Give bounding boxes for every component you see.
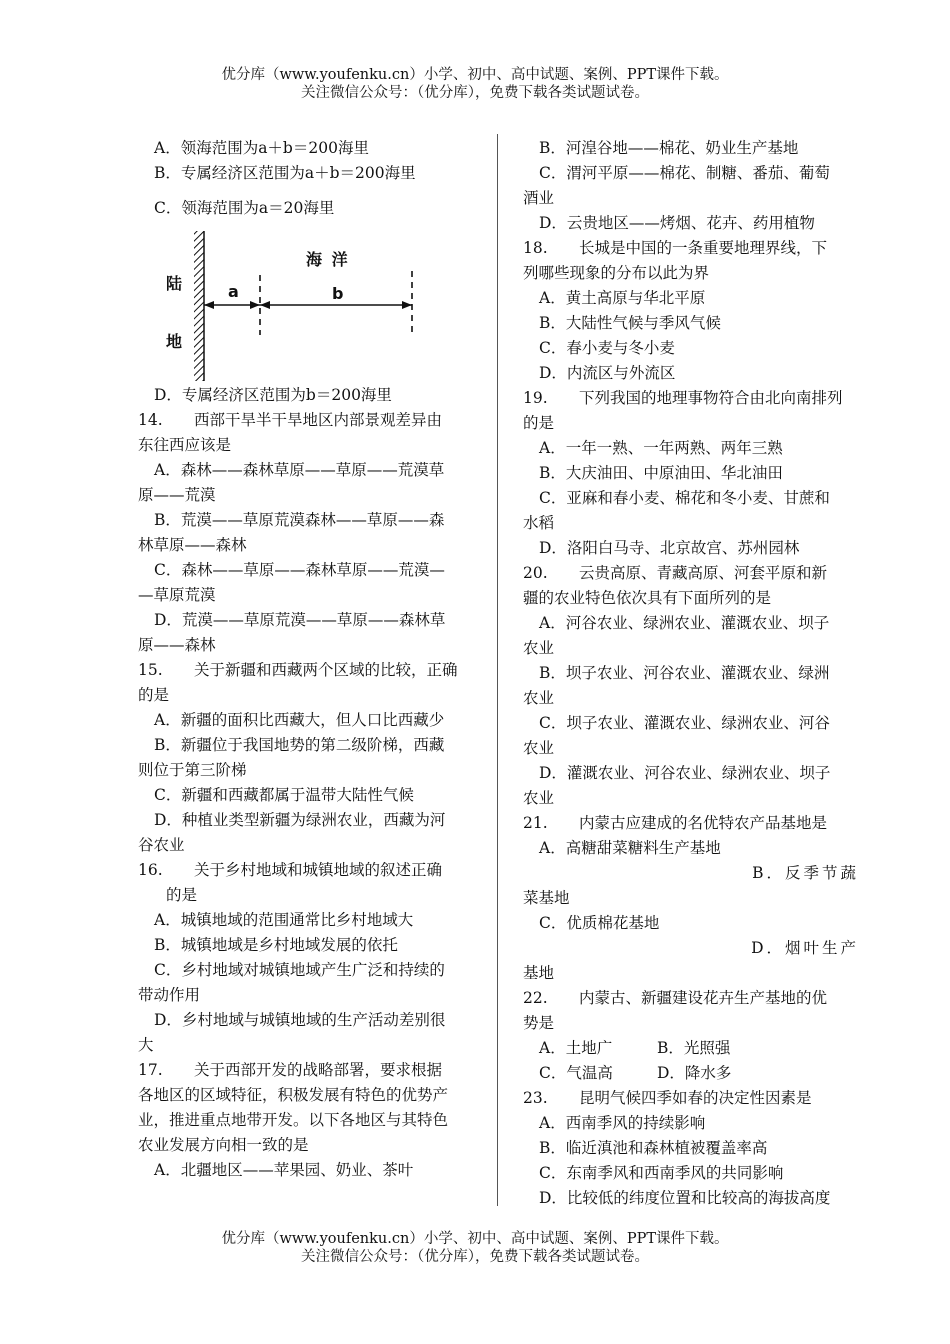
q18-option-d: D．内流区与外流区 bbox=[539, 364, 676, 382]
q21-number: 21. bbox=[523, 814, 548, 832]
sea-zone-diagram-graphic bbox=[160, 225, 450, 383]
q20-stem-1: 云贵高原、青藏高原、河套平原和新 bbox=[579, 564, 828, 582]
q17-option-b: B．河湟谷地——棉花、奶业生产基地 bbox=[539, 139, 799, 157]
q17-stem-4: 农业发展方向相一致的是 bbox=[138, 1136, 309, 1154]
q15-option-a: A．新疆的面积比西藏大，但人口比西藏少 bbox=[154, 711, 445, 729]
q16-option-c-2: 带动作用 bbox=[138, 986, 201, 1004]
q22-stem-1: 内蒙古、新疆建设花卉生产基地的优 bbox=[579, 989, 828, 1007]
q15-option-d-1: D．种植业类型新疆为绿洲农业，西藏为河 bbox=[154, 811, 446, 829]
q18-number: 18. bbox=[523, 239, 548, 257]
q17-number: 17. bbox=[138, 1061, 163, 1079]
footer-line-1: 优分库（www.youfenku.cn）小学、初中、高中试题、案例、PPT课件下载。 bbox=[221, 1231, 729, 1247]
page-header bbox=[0, 66, 950, 102]
q14-stem-2: 东往西应该是 bbox=[138, 436, 232, 454]
q14-number: 14. bbox=[138, 411, 163, 429]
arrow-b-left bbox=[260, 301, 270, 309]
page-footer bbox=[0, 1230, 950, 1266]
q18-option-b: B．大陆性气候与季风气候 bbox=[539, 314, 721, 332]
q14-option-a-1: A．森林——森林草原——草原——荒漠草 bbox=[154, 461, 445, 479]
q18-option-c: C．春小麦与冬小麦 bbox=[539, 339, 675, 357]
q15-stem-1: 关于新疆和西藏两个区域的比较，正确 bbox=[194, 661, 458, 679]
q15-option-b-2: 则位于第三阶梯 bbox=[138, 761, 247, 779]
q16-option-a: A．城镇地域的范围通常比乡村地域大 bbox=[154, 911, 414, 929]
q13-option-c: C．领海范围为a＝20海里 bbox=[154, 199, 335, 217]
arrow-b-right bbox=[402, 301, 412, 309]
q18-stem-1: 长城是中国的一条重要地理界线，下 bbox=[579, 239, 828, 257]
q23-option-c: C．东南季风和西南季风的共同影响 bbox=[539, 1164, 784, 1182]
q20-option-b-2: 农业 bbox=[523, 689, 555, 707]
diagram-label-land-1: 陆 bbox=[166, 274, 183, 293]
diagram-label-land-2: 地 bbox=[166, 332, 183, 351]
q19-number: 19. bbox=[523, 389, 548, 407]
q20-option-a-2: 农业 bbox=[523, 639, 555, 657]
q23-option-d: D．比较低的纬度位置和比较高的海拔高度 bbox=[539, 1189, 831, 1207]
q20-number: 20. bbox=[523, 564, 548, 582]
question-13-options bbox=[138, 136, 473, 408]
q18-option-a: A．黄土高原与华北平原 bbox=[539, 289, 706, 307]
question-23 bbox=[523, 1086, 859, 1211]
q21-option-b-1: B．反季节蔬 bbox=[752, 864, 859, 882]
q22-stem-2: 势是 bbox=[523, 1014, 555, 1032]
q13-option-d: D．专属经济区范围为b＝200海里 bbox=[154, 386, 392, 404]
question-22 bbox=[523, 986, 859, 1086]
question-18 bbox=[523, 236, 859, 386]
q19-option-d: D．洛阳白马寺、北京故宫、苏州园林 bbox=[539, 539, 800, 557]
q16-option-d-2: 大 bbox=[138, 1036, 154, 1054]
question-14 bbox=[138, 408, 473, 658]
q14-option-d-1: D．荒漠——草原荒漠——草原——森林草 bbox=[154, 611, 446, 629]
q22-option-b: B．光照强 bbox=[657, 1039, 731, 1057]
diagram-label-ocean: 海 洋 bbox=[306, 250, 350, 269]
question-21 bbox=[523, 811, 859, 986]
column-divider bbox=[497, 134, 498, 1206]
q20-option-c-2: 农业 bbox=[523, 739, 555, 757]
q19-option-c-2: 水稻 bbox=[523, 514, 555, 532]
q14-option-d-2: 原——森林 bbox=[138, 636, 216, 654]
diagram-label-b: b bbox=[332, 284, 344, 303]
header-line-1: 优分库（www.youfenku.cn）小学、初中、高中试题、案例、PPT课件下载。 bbox=[221, 67, 729, 83]
q16-option-c-1: C．乡村地域对城镇地域产生广泛和持续的 bbox=[154, 961, 445, 979]
q17-stem-2: 各地区的区域特征，积极发展有特色的优势产 bbox=[138, 1086, 449, 1104]
q23-number: 23. bbox=[523, 1089, 548, 1107]
q14-stem-1: 西部干旱半干旱地区内部景观差异由 bbox=[194, 411, 443, 429]
q17-option-c-1: C．渭河平原——棉花、制糖、番茄、葡萄 bbox=[539, 164, 830, 182]
q22-option-d: D．降水多 bbox=[657, 1064, 732, 1082]
q15-number: 15. bbox=[138, 661, 163, 679]
q20-option-d-2: 农业 bbox=[523, 789, 555, 807]
q16-number: 16. bbox=[138, 861, 163, 879]
left-column bbox=[138, 136, 473, 1183]
q17-stem-3: 业，推进重点地带开发。以下各地区与其特色 bbox=[138, 1111, 449, 1129]
q14-option-c-1: C．森林——草原——森林草原——荒漠— bbox=[154, 561, 445, 579]
q22-option-a: A．土地广 bbox=[539, 1039, 613, 1057]
q20-option-b-1: B．坝子农业、河谷农业、灌溉农业、绿洲 bbox=[539, 664, 830, 682]
q21-option-b-2: 菜基地 bbox=[523, 889, 570, 907]
diagram-label-a: a bbox=[228, 282, 239, 301]
question-16 bbox=[138, 858, 473, 1058]
question-20 bbox=[523, 561, 859, 811]
q19-stem-2: 的是 bbox=[523, 414, 555, 432]
q17-option-d: D．云贵地区——烤烟、花卉、药用植物 bbox=[539, 214, 815, 232]
right-column bbox=[523, 136, 859, 1211]
q21-option-d-1: D．烟叶生产 bbox=[751, 939, 859, 957]
q14-option-b-2: 林草原——森林 bbox=[138, 536, 247, 554]
question-19 bbox=[523, 386, 859, 561]
q20-option-a-1: A．河谷农业、绿洲农业、灌溉农业、坝子 bbox=[539, 614, 830, 632]
q15-option-d-2: 谷农业 bbox=[138, 836, 185, 854]
q13-option-b: B．专属经济区范围为a＋b＝200海里 bbox=[154, 164, 416, 182]
q14-option-b-1: B．荒漠——草原荒漠森林——草原——森 bbox=[154, 511, 445, 529]
q22-option-c: C．气温高 bbox=[539, 1064, 613, 1082]
coastline-hatch bbox=[194, 231, 204, 381]
arrow-a-right bbox=[250, 301, 260, 309]
arrow-a-left bbox=[204, 301, 214, 309]
q20-option-d-1: D．灌溉农业、河谷农业、绿洲农业、坝子 bbox=[539, 764, 831, 782]
q23-option-b: B．临近滇池和森林植被覆盖率高 bbox=[539, 1139, 768, 1157]
q19-stem-1: 下列我国的地理事物符合由北向南排列 bbox=[579, 389, 843, 407]
q20-option-c-1: C．坝子农业、灌溉农业、绿洲农业、河谷 bbox=[539, 714, 830, 732]
sea-zone-diagram bbox=[160, 225, 450, 383]
q23-option-a: A．西南季风的持续影响 bbox=[539, 1114, 706, 1132]
q18-stem-2: 列哪些现象的分布以此为界 bbox=[523, 264, 710, 282]
q23-stem: 昆明气候四季如春的决定性因素是 bbox=[579, 1089, 812, 1107]
q13-option-a: A．领海范围为a＋b＝200海里 bbox=[154, 139, 369, 157]
q20-stem-2: 疆的农业特色依次具有下面所列的是 bbox=[523, 589, 772, 607]
q16-option-d-1: D．乡村地域与城镇地域的生产活动差别很 bbox=[154, 1011, 446, 1029]
q16-stem-2: 的是 bbox=[166, 886, 198, 904]
q17-option-a: A．北疆地区——苹果园、奶业、茶叶 bbox=[154, 1161, 414, 1179]
footer-line-2: 关注微信公众号：（优分库），免费下载各类试题试卷。 bbox=[301, 1249, 649, 1265]
header-line-2: 关注微信公众号：（优分库），免费下载各类试题试卷。 bbox=[301, 85, 649, 101]
q19-option-c-1: C．亚麻和春小麦、棉花和冬小麦、甘蔗和 bbox=[539, 489, 830, 507]
q19-option-b: B．大庆油田、中原油田、华北油田 bbox=[539, 464, 783, 482]
q21-stem: 内蒙古应建成的名优特农产品基地是 bbox=[579, 814, 828, 832]
q14-option-a-2: 原——荒漠 bbox=[138, 486, 216, 504]
q17-stem-1: 关于西部开发的战略部署，要求根据 bbox=[194, 1061, 443, 1079]
q17-option-c-2: 酒业 bbox=[523, 189, 555, 207]
q22-number: 22. bbox=[523, 989, 548, 1007]
q14-option-c-2: —草原荒漠 bbox=[138, 586, 216, 604]
q15-option-b-1: B．新疆位于我国地势的第二级阶梯，西藏 bbox=[154, 736, 445, 754]
q21-option-c: C．优质棉花基地 bbox=[539, 914, 660, 932]
question-15 bbox=[138, 658, 473, 858]
q16-option-b: B．城镇地域是乡村地域发展的依托 bbox=[154, 936, 398, 954]
q15-option-c: C．新疆和西藏都属于温带大陆性气候 bbox=[154, 786, 414, 804]
q15-stem-2: 的是 bbox=[138, 686, 170, 704]
question-17-continued bbox=[523, 136, 859, 236]
q21-option-a: A．高糖甜菜糖料生产基地 bbox=[539, 839, 721, 857]
q16-stem-1: 关于乡村地域和城镇地域的叙述正确 bbox=[194, 861, 443, 879]
question-17 bbox=[138, 1058, 473, 1183]
q21-option-d-2: 基地 bbox=[523, 964, 555, 982]
q19-option-a: A．一年一熟、一年两熟、两年三熟 bbox=[539, 439, 783, 457]
